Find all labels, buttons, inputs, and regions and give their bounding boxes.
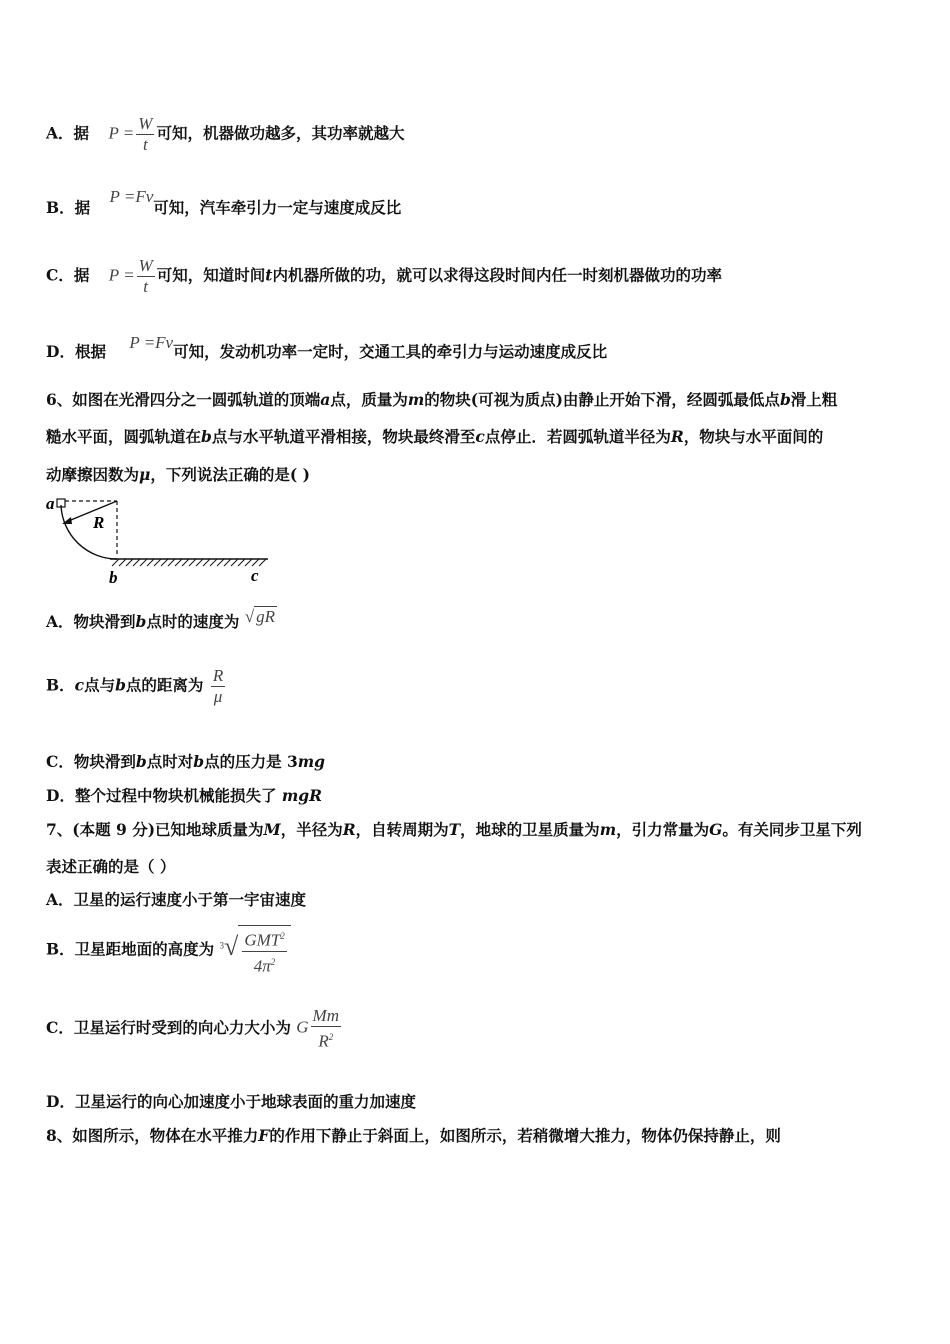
label-c: c — [251, 566, 259, 585]
q7-stem-line1: 7、(本题 9 分)已知地球质量为M，半径为R，自转周期为T，地球的卫星质量为m，引力常量为G。有关同步卫星下列 — [46, 820, 862, 839]
q7-stem-line2: 表述正确的是（ ） — [46, 857, 176, 876]
q7-option-a: A．卫星的运行速度小于第一宇宙速度 — [46, 890, 307, 909]
formula-power-work-time: P = $\frac{W}{t}$ — [108, 256, 153, 296]
q5-option-a: A．据 P = $\frac{W}{t}$ 可知，机器做功越多，其功率就越大 — [46, 114, 405, 154]
option-label: A． — [46, 890, 74, 909]
q8-stem-line1: 8、如图所示，物体在水平推力F的作用下静止于斜面上，如图所示，若稍微增大推力，物体仍保持静止，则 — [46, 1126, 781, 1145]
option-label: A． — [46, 612, 74, 631]
q7-option-c: C．卫星运行时受到的向心力大小为 G $\frac{Mm}{R^2}$ — [46, 1006, 343, 1052]
option-label: A． — [46, 123, 74, 143]
option-label: C． — [46, 265, 74, 285]
formula-power-force-velocity: P =Fv — [109, 187, 154, 206]
quarter-circle-track-diagram — [40, 490, 280, 590]
formula-gravity: G $\frac{Mm}{R^2}$ — [296, 1006, 339, 1051]
q6-option-c: C．物块滑到b点时对b点的压力是 3mg — [46, 752, 325, 771]
formula-power-work-time: P = $\frac{W}{t}$ — [108, 114, 153, 154]
q6-option-a: A．物块滑到b点时的速度为 √ gR — [46, 607, 276, 631]
formula-sqrt-gR: √ gR — [244, 607, 276, 626]
option-label: B． — [46, 675, 75, 695]
option-label: D． — [46, 342, 75, 361]
option-label: B． — [46, 198, 75, 217]
q6-stem-line1: 6、如图在光滑四分之一圆弧轨道的顶端a点，质量为m的物块(可视为质点)由静止开始下滑，经圆弧最低点b滑上粗 — [46, 390, 838, 409]
q6-option-b: B．c点与b点的距离为 $\frac{R}{\mu}$ — [46, 666, 227, 707]
option-label: C． — [46, 752, 74, 771]
ground-hatching — [112, 559, 266, 566]
q7-option-b: B．卫星距地面的高度为 $^3$√ $\frac{GMT^2}{4\pi^2}$ — [46, 925, 291, 976]
option-label: D． — [46, 1092, 75, 1111]
radius-arrow — [66, 501, 117, 522]
option-label: D． — [46, 786, 75, 805]
q5-option-b: B．据 P =Fv可知，汽车牵引力一定与速度成反比 — [46, 187, 402, 217]
q7-option-d: D．卫星运行的向心加速度小于地球表面的重力加速度 — [46, 1092, 416, 1111]
q5-option-d: D．根据 P =Fv可知，发动机功率一定时，交通工具的牵引力与运动速度成反比 — [46, 333, 608, 361]
formula-R-over-mu: $\frac{R}{\mu}$ — [212, 666, 224, 706]
option-label: B． — [46, 939, 75, 959]
label-R: R — [93, 513, 105, 532]
formula-cube-root: $^3$√ $\frac{GMT^2}{4\pi^2}$ — [220, 925, 291, 976]
q6-option-d: D．整个过程中物块机械能损失了 mgR — [46, 786, 322, 805]
formula-power-force-velocity: P =Fv — [129, 333, 174, 352]
option-label: C． — [46, 1017, 74, 1037]
label-a: a — [46, 494, 55, 513]
q5-option-c: C．据 P = $\frac{W}{t}$ 可知，知道时间t内机器所做的功，就可以求得这段时间内任一时刻机器做功的功率 — [46, 256, 722, 296]
q6-stem-line3: 动摩擦因数为μ，下列说法正确的是( ) — [46, 465, 310, 484]
q6-stem-line2: 糙水平面，圆弧轨道在b点与水平轨道平滑相接，物块最终滑至c点停止．若圆弧轨道半径为R，物块与水平面间的 — [46, 427, 824, 446]
label-b: b — [109, 568, 118, 587]
